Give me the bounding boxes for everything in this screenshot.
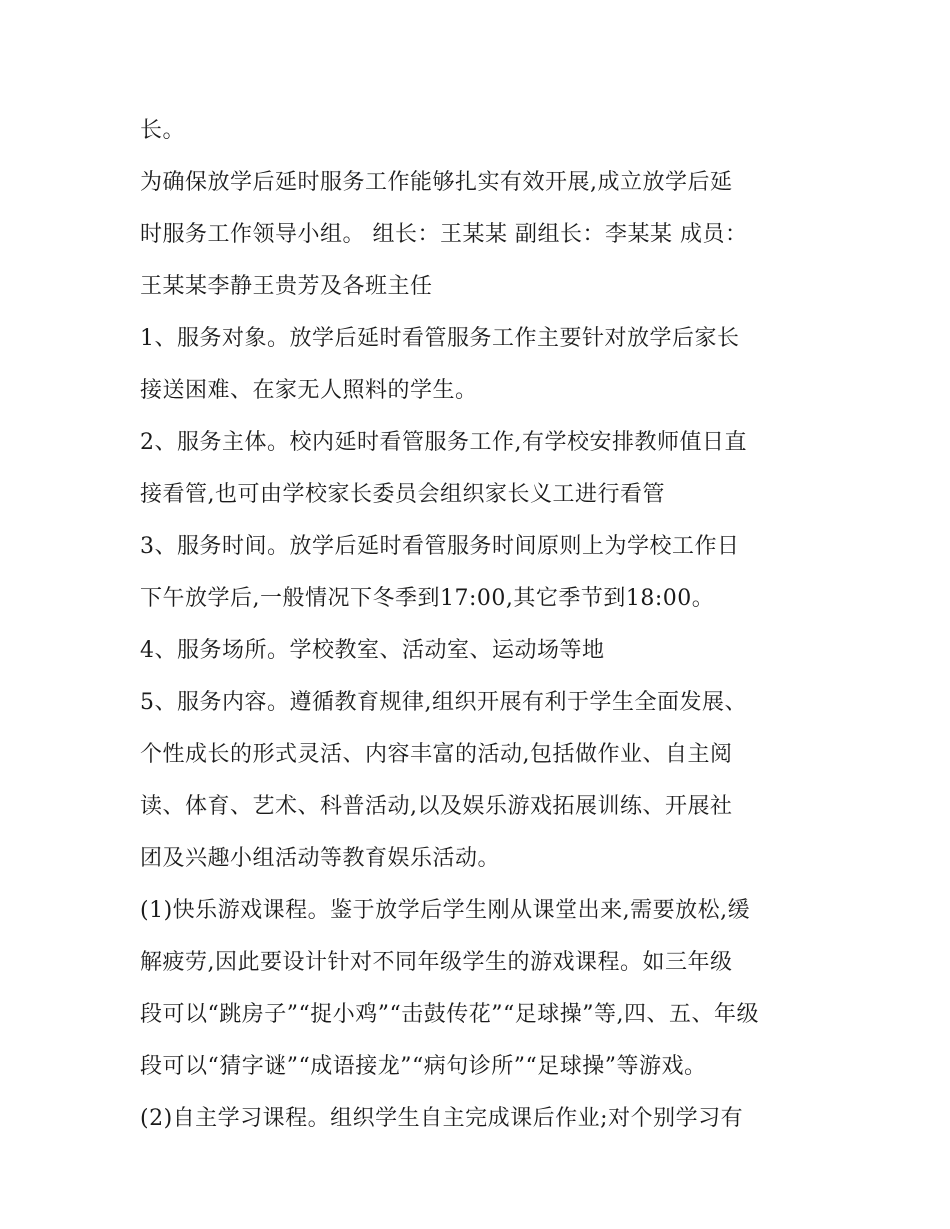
text-line: 1、服务对象。放学后延时看管服务工作主要针对放学后家长 bbox=[140, 326, 740, 351]
text-line: 段可以“猜字谜”“成语接龙”“病句诊所”“足球操”等游戏。 bbox=[140, 1054, 707, 1079]
text-line: 3、服务时间。放学后延时看管服务时间原则上为学校工作日 bbox=[140, 534, 740, 559]
text-line: 5、服务内容。遵循教育规律,组织开展有利于学生全面发展、 bbox=[140, 690, 747, 715]
text-line: (2)自主学习课程。组织学生自主完成课后作业;对个别学习有 bbox=[140, 1106, 744, 1131]
text-line: 解疲劳,因此要设计针对不同年级学生的游戏课程。如三年级 bbox=[140, 950, 733, 975]
text-line: (1)快乐游戏课程。鉴于放学后学生刚从课堂出来,需要放松,缓 bbox=[140, 898, 751, 923]
text-line: 长。 bbox=[140, 118, 186, 143]
text-line: 接看管,也可由学校家长委员会组织家长义工进行看管 bbox=[140, 482, 665, 507]
text-line: 团及兴趣小组活动等教育娱乐活动。 bbox=[140, 846, 501, 871]
document-body bbox=[140, 110, 820, 1150]
text-line: 接送困难、在家无人照料的学生。 bbox=[140, 378, 478, 403]
text-line: 时服务工作领导小组。 组长：王某某 副组长：李某某 成员： bbox=[140, 222, 748, 247]
text-line: 段可以“跳房子”“捉小鸡”“击鼓传花”“足球操”等,四、五、年级 bbox=[140, 1002, 759, 1027]
text-line: 为确保放学后延时服务工作能够扎实有效开展,成立放学后延 bbox=[140, 170, 733, 195]
text-line: 4、服务场所。学校教室、活动室、运动场等地 bbox=[140, 638, 605, 663]
text-line: 下午放学后,一般情况下冬季到17:00,其它季节到18:00。 bbox=[140, 586, 715, 611]
text-line: 2、服务主体。校内延时看管服务工作,有学校安排教师值日直 bbox=[140, 430, 747, 455]
text-line: 王某某李静王贵芳及各班主任 bbox=[140, 274, 433, 299]
text-line: 读、体育、艺术、科普活动,以及娱乐游戏拓展训练、开展社 bbox=[140, 794, 733, 819]
text-line: 个性成长的形式灵活、内容丰富的活动,包括做作业、自主阅 bbox=[140, 742, 733, 767]
